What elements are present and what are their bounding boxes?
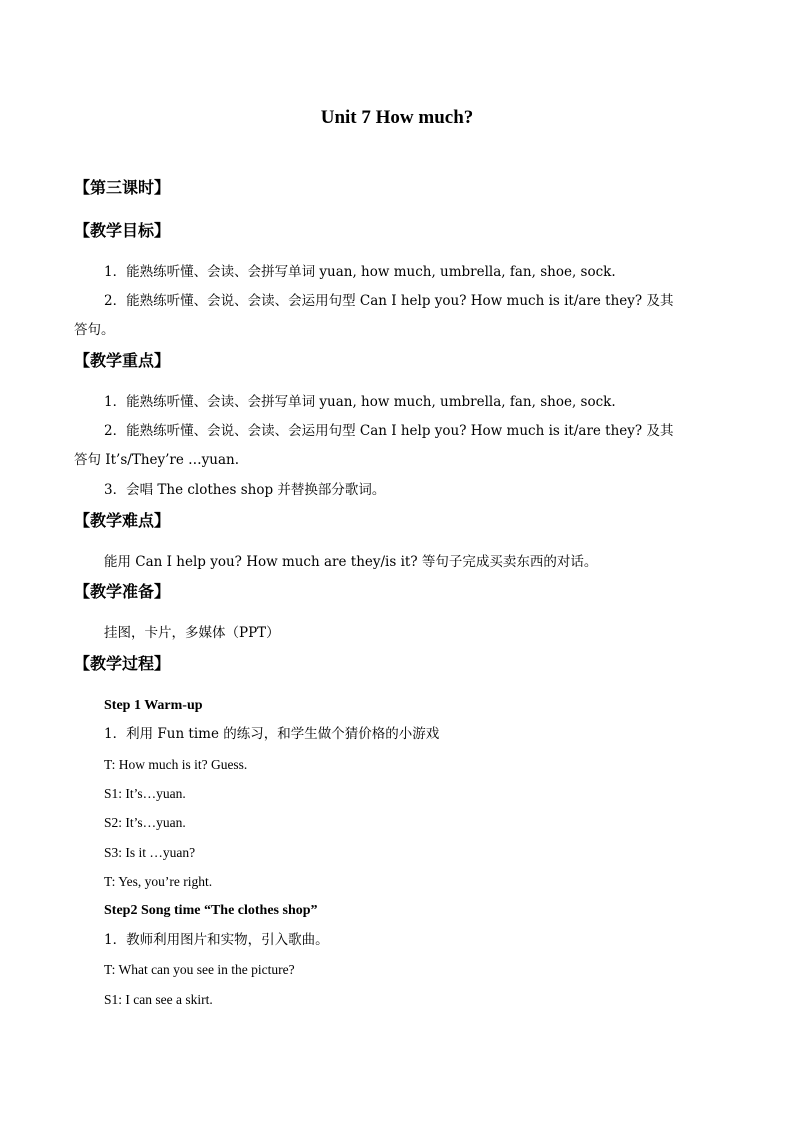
objectives-item-2-line-2: 答句。 [74,322,115,338]
process-heading: 【教学过程】 [74,654,171,673]
step-1-dialogue-line: S3: Is it …yuan? [104,845,196,860]
difficulties-heading: 【教学难点】 [74,511,171,530]
key-points-item-1: 1．能熟练听懂、会读、会拼写单词 yuan, how much, umbrella, fan, shoe, sock. [104,394,616,410]
step-1-dialogue-line: T: Yes, you’re right. [104,874,213,889]
document-title: Unit 7 How much? [320,107,474,128]
preparation-text: 挂图，卡片，多媒体（PPT） [104,625,280,641]
step-1-dialogue-line: T: How much is it? Guess. [104,757,248,772]
objectives-item-2-line-1: 2．能熟练听懂、会说、会读、会运用句型 Can I help you? How much is it/are they? 及其 [104,293,674,309]
step-2-title: Step2 Song time “The clothes shop” [104,903,318,918]
difficulties-text: 能用 Can I help you? How much are they/is it? 等句子完成买卖东西的对话。 [104,554,598,570]
key-points-heading: 【教学重点】 [74,351,171,370]
step-1-item-1: 1．利用 Fun time 的练习，和学生做个猜价格的小游戏 [104,726,440,742]
step-1-dialogue-line: S2: It’s…yuan. [104,815,186,830]
step-1-dialogue-line: S1: It’s…yuan. [104,786,186,801]
lesson-heading: 【第三课时】 [74,178,171,197]
preparation-heading: 【教学准备】 [74,582,171,601]
key-points-item-2-line-1: 2．能熟练听懂、会说、会读、会运用句型 Can I help you? How much is it/are they? 及其 [104,423,674,439]
step-1-title: Step 1 Warm-up [104,698,203,713]
step-2-dialogue-line: S1: I can see a skirt. [104,992,213,1007]
key-points-item-2-line-2: 答句 It’s/They’re …yuan. [74,452,240,468]
step-2-dialogue-line: T: What can you see in the picture? [104,962,295,977]
key-points-item-3: 3．会唱 The clothes shop 并替换部分歌词。 [104,482,386,498]
objectives-item-1: 1．能熟练听懂、会读、会拼写单词 yuan, how much, umbrella, fan, shoe, sock. [104,264,616,280]
objectives-heading: 【教学目标】 [74,221,171,240]
step-2-item-1: 1．教师利用图片和实物，引入歌曲。 [104,932,329,948]
